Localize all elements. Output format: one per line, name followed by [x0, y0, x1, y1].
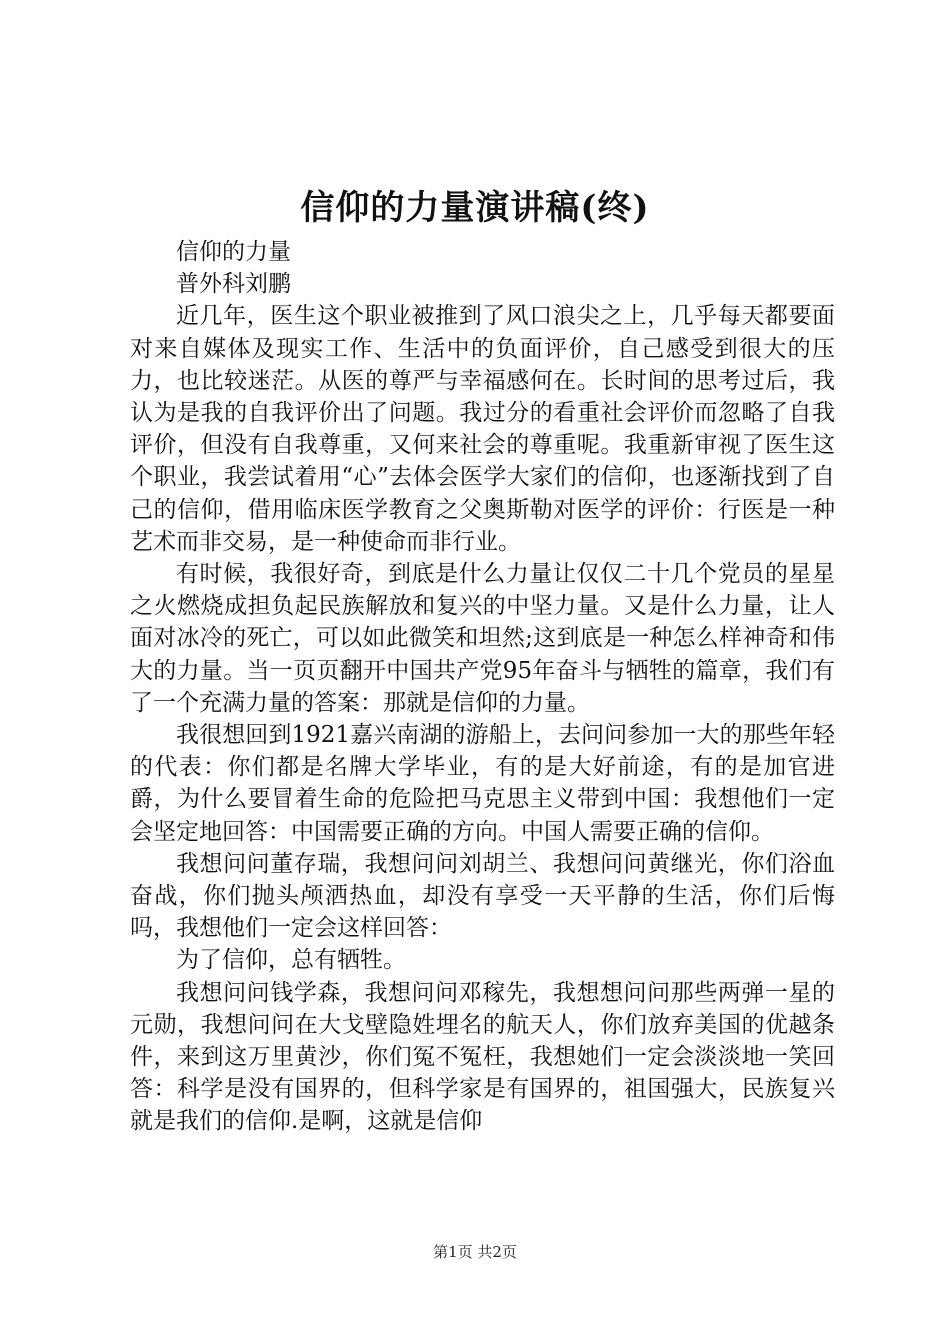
paragraph: 近几年，医生这个职业被推到了风口浪尖之上，几乎每天都要面对来自媒体及现实工作、生活中的负面评价，自己感受到很大的压力，也比较迷茫。从医的尊严与幸福感何在。长时间的思考过后，我认为是我的自我评价出了问题。我过分的看重社会评价而忽略了自我评价，但没有自我尊重，又何来社会的尊重呢。我重新审视了医生这个职业，我尝试着用“心”去体会医学大家们的信仰，也逐渐找到了自己的信仰，借用临床医学教育之父奥斯勒对医学的评价：行医是一种艺术而非交易，是一种使命而非行业。 — [130, 303, 835, 555]
paragraph-heading: 信仰的力量 — [176, 239, 291, 265]
paragraph: 我想问问董存瑞，我想问问刘胡兰、我想问问黄继光，你们浴血奋战，你们抛头颅洒热血，却没有享受一天平静的生活，你们后悔吗，我想他们一定会这样回答： — [130, 850, 835, 942]
paragraph: 我很想回到1921嘉兴南湖的游船上，去问问参加一大的那些年轻的代表：你们都是名牌大学毕业，有的是大好前途，有的是加官进爵，为什么要冒着生命的危险把马克思主义带到中国：我想他们一定会坚定地回答：中国需要正确的方向。中国人需要正确的信仰。 — [130, 722, 835, 845]
document-title: 信仰的力量演讲稿(终) — [300, 188, 650, 228]
paragraph: 为了信仰，总有牺牲。 — [176, 947, 406, 974]
paragraph-author: 普外科刘鹏 — [176, 271, 291, 298]
paragraph: 我想问问钱学森，我想问问邓稼先，我想想问问那些两弹一星的元勋，我想问问在大戈壁隐姓埋名的航天人，你们放弃美国的优越条件，来到这万里黄沙，你们冤不冤枉，我想她们一定会淡淡地一笑回答：科学是没有国界的，但科学家是有国界的，祖国强大，民族复兴就是我们的信仰.是啊，这就是信仰 — [130, 979, 835, 1135]
document-body — [130, 236, 835, 1138]
paragraph: 有时候，我很好奇，到底是什么力量让仅仅二十几个党员的星星之火燃烧成担负起民族解放和复兴的中坚力量。又是什么力量，让人面对冰冷的死亡，可以如此微笑和坦然;这到底是一种怎么样神奇和伟大的力量。当一页页翻开中国共产党95年奋斗与牺牲的篇章，我们有了一个充满力量的答案：那就是信仰的力量。 — [130, 561, 835, 716]
page-footer: 第1页 共2页 — [433, 1243, 517, 1261]
